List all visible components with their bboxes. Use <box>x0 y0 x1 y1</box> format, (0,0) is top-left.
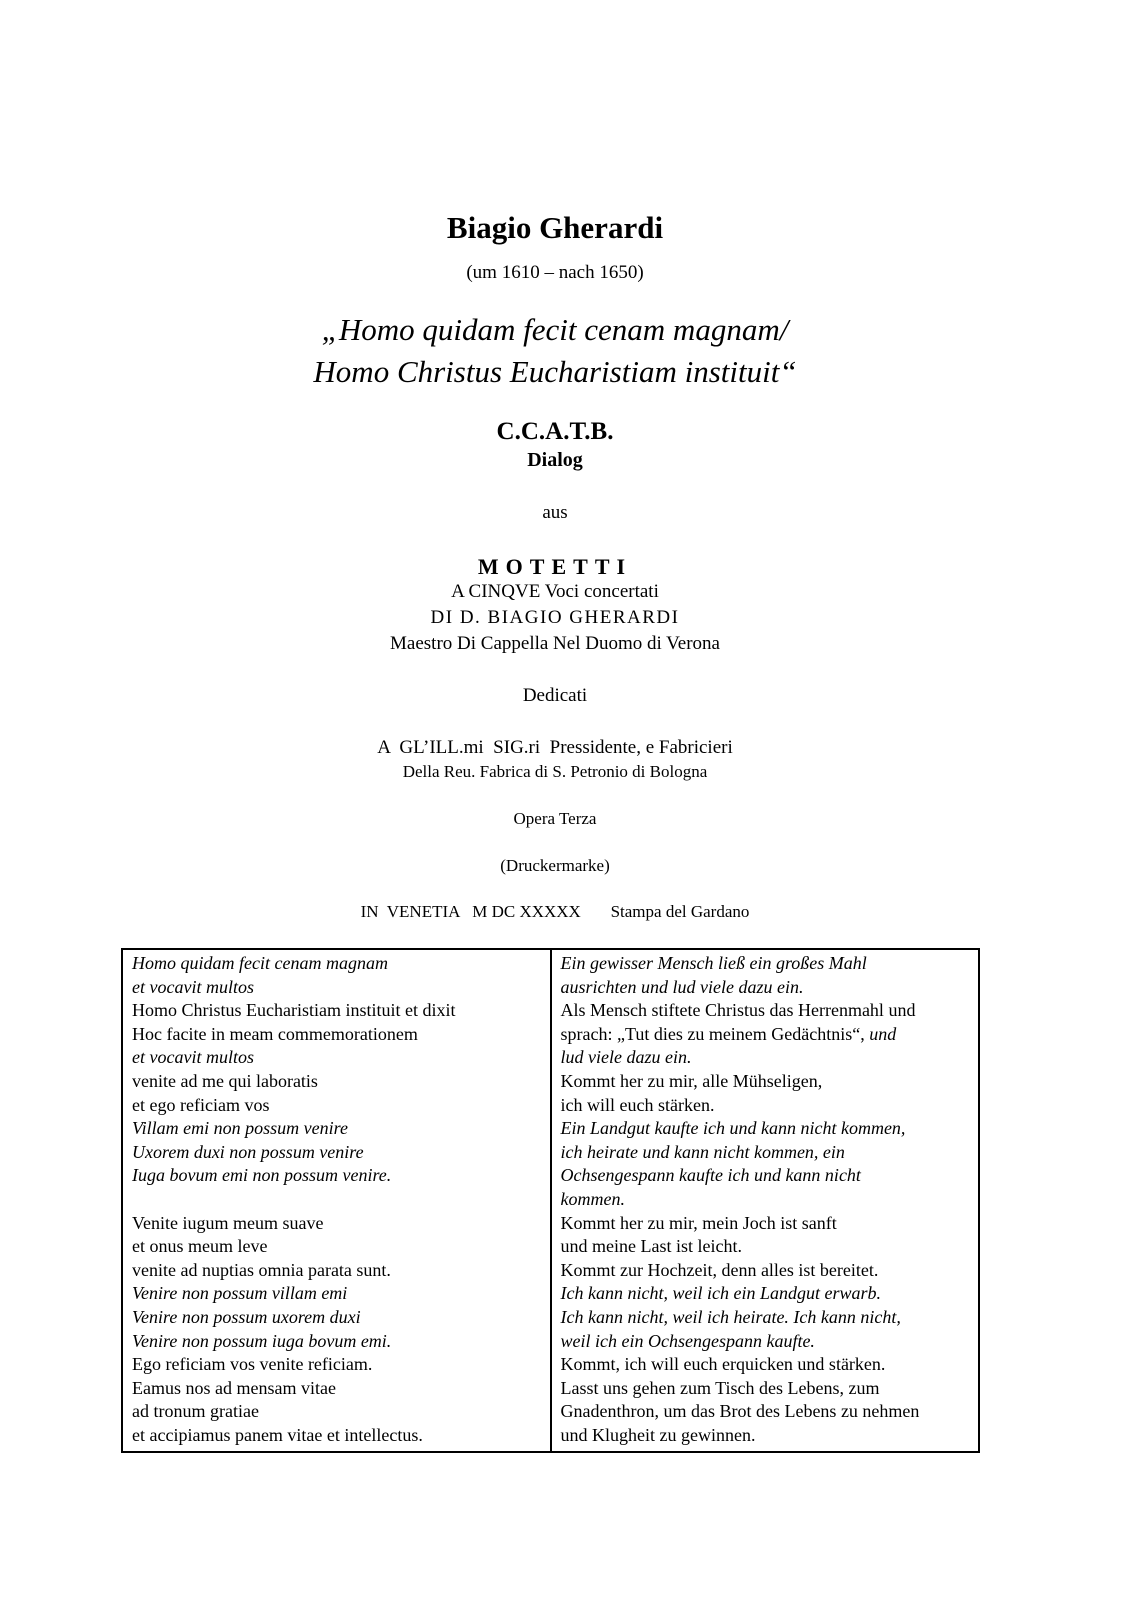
line-text: ausrichten und lud viele dazu ein. <box>560 976 804 997</box>
line-text: Iuga bovum emi non possum venire. <box>132 1165 392 1186</box>
composer-name: Biagio Gherardi <box>446 210 664 245</box>
line-text: Kommt, ich will euch erquicken und stärken. <box>560 1354 886 1375</box>
line-text: Kommt zur Hochzeit, denn alles ist bereitet. <box>560 1259 879 1280</box>
imprint-printer: Stampa del Gardano <box>610 902 750 921</box>
german-translation-column <box>551 949 980 1452</box>
voicing: C.C.A.T.B. <box>496 418 614 445</box>
line-text: Homo Christus Eucharistiam instituit et dixit <box>132 1000 456 1021</box>
line-text: lud viele dazu ein. <box>560 1047 692 1068</box>
text-line <box>132 1377 542 1401</box>
text-line <box>561 1023 971 1047</box>
text-translation-table <box>121 948 980 1453</box>
collection-title: MOTETTI <box>477 554 633 579</box>
line-text: kommen. <box>560 1188 625 1209</box>
line-text: Ochsengespann kaufte ich und kann nicht <box>560 1165 861 1186</box>
text-line <box>132 1235 542 1259</box>
line-text: Gnadenthron, um das Brot des Lebens zu nehmen <box>560 1401 920 1422</box>
text-line <box>561 1377 971 1401</box>
aus-label: aus <box>542 502 568 523</box>
line-text: Uxorem duxi non possum venire <box>132 1141 364 1162</box>
dedication-line-1: A GL’ILL.mi SIG.ri Pressidente, e Fabricieri <box>377 737 733 758</box>
text-line <box>561 1070 971 1094</box>
table-row <box>122 949 979 1452</box>
text-line <box>561 1212 971 1236</box>
line-text: venite ad nuptias omnia parata sunt. <box>132 1259 391 1280</box>
collection-line-1: A CINQVE Voci concertati <box>451 581 659 602</box>
text-line <box>561 1046 971 1070</box>
collection-line-2: DI D. BIAGIO GHERARDI <box>430 607 680 628</box>
work-title-line-2: Homo Christus Eucharistiam instituit“ <box>313 354 797 389</box>
text-line <box>561 1117 971 1141</box>
text-line <box>132 1212 542 1236</box>
line-text: Ein gewisser Mensch ließ ein großes Mahl <box>560 953 867 973</box>
text-line <box>561 1188 971 1212</box>
text-line <box>132 976 542 1000</box>
text-line <box>561 1259 971 1283</box>
line-text: Ego reficiam vos venite reficiam. <box>132 1354 373 1375</box>
collection-line-3: Maestro Di Cappella Nel Duomo di Verona <box>390 633 720 654</box>
line-text: Kommt her zu mir, mein Joch ist sanft <box>560 1212 837 1233</box>
text-line <box>132 1400 542 1424</box>
line-text: et vocavit multos <box>132 976 254 997</box>
text-line <box>561 1164 971 1188</box>
imprint <box>0 902 1110 922</box>
text-line <box>132 1046 542 1070</box>
line-text: Lasst uns gehen zum Tisch des Lebens, zum <box>560 1377 880 1398</box>
text-line <box>132 1023 542 1047</box>
text-line <box>132 1164 542 1188</box>
line-text: Ein Landgut kaufte ich und kann nicht kommen, <box>560 1118 906 1139</box>
line-text: ad tronum gratiae <box>132 1401 259 1422</box>
text-line <box>561 1424 971 1448</box>
latin-text-column <box>122 949 551 1452</box>
text-line <box>132 1424 542 1448</box>
text-line <box>132 1353 542 1377</box>
line-text: Homo quidam fecit cenam magnam <box>132 953 388 973</box>
text-line <box>561 952 971 976</box>
line-text: Kommt her zu mir, alle Mühseligen, <box>560 1070 823 1091</box>
text-line <box>561 1282 971 1306</box>
text-line <box>132 1330 542 1354</box>
text-line <box>132 1070 542 1094</box>
line-text: et onus meum leve <box>132 1236 268 1257</box>
line-text: venite ad me qui laboratis <box>132 1070 318 1091</box>
text-line <box>132 999 542 1023</box>
line-text: Ich kann nicht, weil ich ein Landgut erwarb. <box>560 1283 881 1304</box>
text-line <box>132 1188 542 1212</box>
line-text: sprach: „Tut dies zu meinem Gedächtnis“, <box>560 1023 870 1044</box>
line-text: ich will euch stärken. <box>560 1094 715 1115</box>
composer-dates: (um 1610 – nach 1650) <box>466 262 644 283</box>
text-line <box>132 1094 542 1118</box>
text-line <box>561 999 971 1023</box>
text-line <box>561 1353 971 1377</box>
line-text: Eamus nos ad mensam vitae <box>132 1377 336 1398</box>
line-text: Venite iugum meum suave <box>132 1212 324 1233</box>
line-text: Villam emi non possum venire <box>132 1118 348 1139</box>
dedication-label: Dedicati <box>522 685 588 706</box>
line-text: Ich kann nicht, weil ich heirate. Ich kann nicht, <box>560 1306 901 1327</box>
work-title-line-1: „Homo quidam fecit cenam magnam/ <box>321 312 789 347</box>
printer-mark: (Druckermarke) <box>500 856 610 875</box>
line-text: et ego reficiam vos <box>132 1094 270 1115</box>
dedication-line-2: Della Reu. Fabrica di S. Petronio di Bologna <box>402 762 708 781</box>
line-text: ich heirate und kann nicht kommen, ein <box>560 1141 845 1162</box>
text-line <box>561 1094 971 1118</box>
text-line <box>561 1306 971 1330</box>
opus: Opera Terza <box>513 809 597 828</box>
imprint-place: IN VENETIA M DC XXXXX <box>360 902 581 921</box>
text-line <box>132 952 542 976</box>
line-text: Als Mensch stiftete Christus das Herrenmahl und <box>560 1000 916 1021</box>
text-line <box>561 1141 971 1165</box>
line-text: weil ich ein Ochsengespann kaufte. <box>560 1330 815 1351</box>
line-text: Venire non possum uxorem duxi <box>132 1306 361 1327</box>
text-line <box>561 1330 971 1354</box>
line-text: Venire non possum iuga bovum emi. <box>132 1330 392 1351</box>
text-line <box>132 1259 542 1283</box>
text-line <box>132 1282 542 1306</box>
text-line <box>561 1235 971 1259</box>
line-text: und Klugheit zu gewinnen. <box>560 1424 756 1445</box>
line-text: und meine Last ist leicht. <box>560 1236 742 1257</box>
text-line <box>132 1117 542 1141</box>
line-text: et accipiamus panem vitae et intellectus. <box>132 1424 423 1445</box>
genre: Dialog <box>527 449 583 471</box>
line-text: et vocavit multos <box>132 1047 254 1068</box>
line-text: Hoc facite in meam commemorationem <box>132 1023 418 1044</box>
line-text: Venire non possum villam emi <box>132 1283 348 1304</box>
line-text-italic: und <box>869 1023 897 1044</box>
text-line <box>561 976 971 1000</box>
text-line <box>561 1400 971 1424</box>
text-line <box>132 1141 542 1165</box>
text-line <box>132 1306 542 1330</box>
